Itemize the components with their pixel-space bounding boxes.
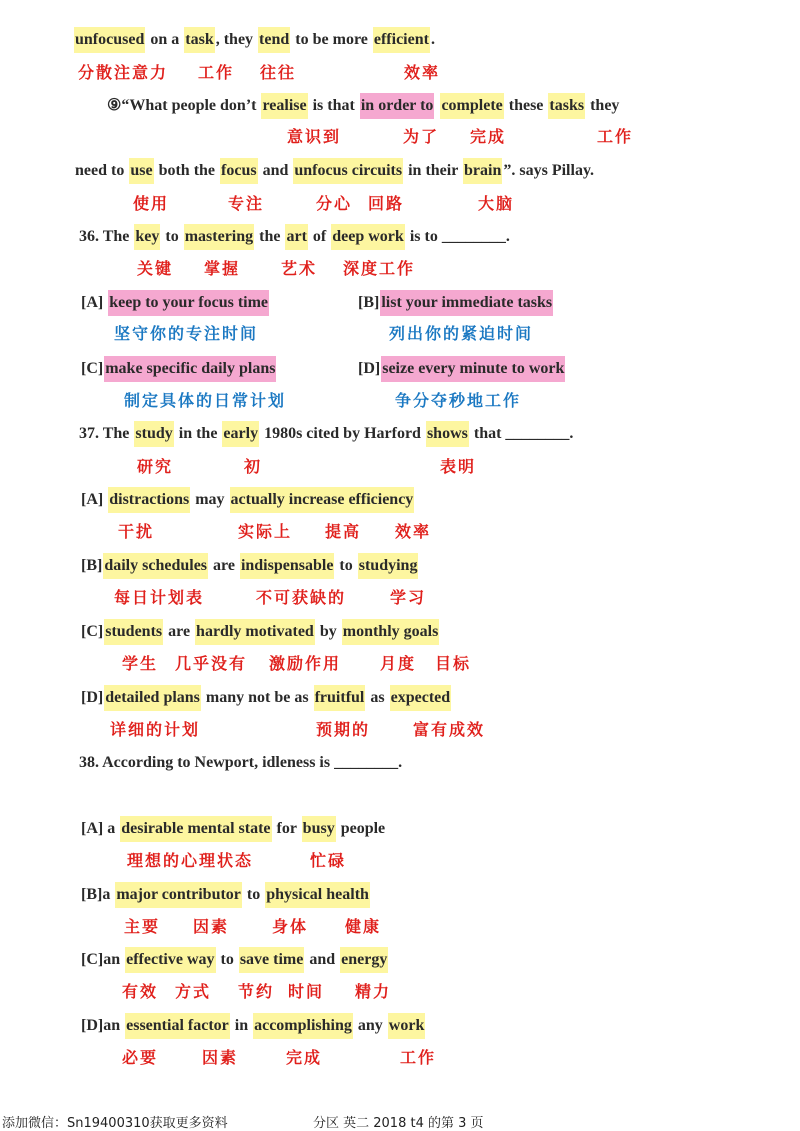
footer-watermark: 添加微信：Sn19400310获取更多资料 (2, 1116, 228, 1131)
highlighted-phrase: art (285, 224, 307, 250)
q36-option-c[interactable] (80, 356, 276, 382)
text-run: to be more (291, 31, 372, 48)
q38-option-a[interactable] (80, 816, 386, 842)
q36-option-d[interactable] (357, 356, 565, 382)
text-run: these (504, 97, 548, 114)
highlighted-phrase: distractions (108, 487, 190, 513)
text-run: 1980s cited by Harford (260, 425, 425, 442)
highlighted-phrase: key (134, 224, 160, 250)
highlighted-phrase: essential factor (125, 1013, 230, 1039)
text-run: [A] (81, 294, 108, 311)
q36-stem (78, 224, 511, 250)
q36-note-key: 关键 (137, 259, 174, 278)
footer-page-number: 分区 英二 2018 t4 的第 3 页 (313, 1116, 484, 1131)
highlighted-phrase: tasks (548, 93, 585, 119)
text-run: that ________. (469, 425, 574, 442)
text-run: are (164, 623, 195, 640)
highlighted-phrase: students (104, 619, 163, 645)
text-run: need to (75, 162, 129, 179)
highlighted-phrase: desirable mental state (120, 816, 271, 842)
text-run: [C] (81, 623, 104, 640)
text-run: [D]an (81, 1017, 125, 1034)
q38-a-note-1: 理想的心理状态 (127, 851, 254, 870)
note-focus: 专注 (228, 194, 265, 213)
q37-c-note-2: 几乎没有 (175, 654, 248, 673)
text-run: in their (404, 162, 463, 179)
q37-c-note-5: 目标 (435, 654, 472, 673)
highlighted-phrase: monthly goals (342, 619, 440, 645)
q37-a-note-1: 干扰 (118, 522, 155, 541)
text-run: as (366, 689, 389, 706)
highlighted-phrase: list your immediate tasks (380, 290, 553, 316)
q37-c-note-3: 激励作用 (269, 654, 342, 673)
highlighted-phrase: use (129, 158, 153, 184)
text-run: [A] a (81, 820, 120, 837)
highlighted-phrase: busy (302, 816, 336, 842)
q38-c-note-5: 精力 (355, 982, 392, 1001)
text-run: 36. The (79, 228, 134, 245)
note-work: 工作 (198, 63, 235, 82)
text-run: to (216, 951, 238, 968)
highlighted-phrase: fruitful (314, 685, 366, 711)
q37-option-c[interactable] (80, 619, 439, 645)
text-run: are (209, 557, 239, 574)
text-run: to (242, 886, 265, 903)
text-run: many not be as (201, 689, 313, 706)
text-run: of (308, 228, 331, 245)
highlighted-phrase: unfocused (74, 27, 145, 53)
q36-note-d: 争分夺秒地工作 (395, 391, 522, 410)
note-unfocus: 分心 (316, 194, 353, 213)
highlighted-phrase: shows (426, 421, 469, 447)
text-run: and (258, 162, 293, 179)
text-run: on a (146, 31, 184, 48)
q36-note-c: 制定具体的日常计划 (124, 391, 287, 410)
q37-d-note-3: 富有成效 (413, 720, 486, 739)
q37-note-shows: 表明 (440, 457, 477, 476)
highlighted-phrase: daily schedules (103, 553, 208, 579)
highlighted-phrase: focus (220, 158, 258, 184)
highlighted-phrase: detailed plans (104, 685, 201, 711)
highlighted-phrase: indispensable (240, 553, 334, 579)
text-run: ⑨“What people don’t (107, 97, 261, 114)
q38-c-note-3: 节约 (238, 982, 275, 1001)
note-complete: 完成 (470, 127, 507, 146)
passage-line-2 (106, 93, 620, 119)
text-run: by (315, 623, 341, 640)
q37-a-note-2: 实际上 (238, 522, 293, 541)
note-distracted: 分散注意力 (78, 63, 169, 82)
q38-c-note-2: 方式 (175, 982, 212, 1001)
q38-b-note-1: 主要 (124, 917, 161, 936)
note-use: 使用 (133, 194, 170, 213)
highlighted-phrase: accomplishing (253, 1013, 353, 1039)
q38-d-note-1: 必要 (122, 1048, 159, 1067)
highlighted-phrase: brain (463, 158, 502, 184)
text-run: the (255, 228, 285, 245)
q37-d-note-1: 详细的计划 (110, 720, 201, 739)
text-run: people (336, 820, 386, 837)
text-run: 37. The (79, 425, 134, 442)
text-run: both the (154, 162, 220, 179)
q38-option-c[interactable] (80, 947, 388, 973)
highlighted-phrase: unfocus circuits (293, 158, 403, 184)
highlighted-phrase: complete (440, 93, 503, 119)
text-run: they (586, 97, 620, 114)
q37-note-study: 研究 (137, 457, 174, 476)
highlighted-phrase: in order to (360, 93, 435, 119)
q37-c-note-4: 月度 (380, 654, 417, 673)
highlighted-phrase: task (184, 27, 214, 53)
highlighted-phrase: expected (390, 685, 452, 711)
q38-stem (78, 750, 403, 776)
highlighted-phrase: hardly motivated (195, 619, 315, 645)
highlighted-phrase: early (222, 421, 259, 447)
text-run: . (430, 31, 435, 48)
highlighted-phrase: mastering (184, 224, 254, 250)
text-run: and (305, 951, 340, 968)
q36-note-master: 掌握 (204, 259, 241, 278)
q37-d-note-2: 预期的 (316, 720, 371, 739)
text-run: [B] (358, 294, 380, 311)
q38-c-note-4: 时间 (288, 982, 325, 1001)
q38-b-note-3: 身体 (272, 917, 309, 936)
note-brain: 大脑 (478, 194, 515, 213)
q37-option-a[interactable] (80, 487, 414, 513)
q38-d-note-3: 完成 (286, 1048, 323, 1067)
q37-option-d[interactable] (80, 685, 451, 711)
q37-note-early: 初 (244, 457, 263, 476)
note-tasks: 工作 (597, 127, 634, 146)
text-run: for (272, 820, 301, 837)
text-run: [D] (358, 360, 381, 377)
q37-a-note-4: 效率 (395, 522, 432, 541)
highlighted-phrase: seize every minute to work (381, 356, 565, 382)
q36-option-b[interactable] (357, 290, 553, 316)
q36-note-art: 艺术 (281, 259, 318, 278)
text-run: [A] (81, 491, 108, 508)
text-run: [B] (81, 557, 103, 574)
q36-note-deepwork: 深度工作 (343, 259, 416, 278)
text-run: to (335, 557, 357, 574)
note-efficiency: 效率 (404, 63, 441, 82)
highlighted-phrase: efficient (373, 27, 430, 53)
q36-note-b: 列出你的紧迫时间 (389, 324, 534, 343)
highlighted-phrase: tend (258, 27, 290, 53)
text-run: may (191, 491, 229, 508)
q37-option-b[interactable] (80, 553, 418, 579)
q37-b-note-2: 不可获缺的 (256, 588, 347, 607)
q38-d-note-4: 工作 (400, 1048, 437, 1067)
q38-c-note-1: 有效 (122, 982, 159, 1001)
q37-stem (78, 421, 574, 447)
highlighted-phrase: realise (261, 93, 307, 119)
text-run: , they (215, 31, 258, 48)
note-realise: 意识到 (287, 127, 342, 146)
text-run: in (230, 1017, 253, 1034)
highlighted-phrase: work (388, 1013, 426, 1039)
q37-b-note-3: 学习 (390, 588, 427, 607)
q38-b-note-2: 因素 (193, 917, 230, 936)
highlighted-phrase: physical health (265, 882, 370, 908)
highlighted-phrase: save time (239, 947, 305, 973)
text-run: to (161, 228, 183, 245)
highlighted-phrase: studying (358, 553, 419, 579)
q38-b-note-4: 健康 (345, 917, 382, 936)
text-run: ”. says Pillay. (503, 162, 595, 179)
passage-line-1 (74, 27, 436, 53)
text-run: is that (308, 97, 359, 114)
text-run: [C] (81, 360, 104, 377)
highlighted-phrase: energy (340, 947, 388, 973)
text-run: 38. According to Newport, idleness is ________. (79, 754, 403, 771)
text-run: [C]an (81, 951, 125, 968)
highlighted-phrase: effective way (125, 947, 215, 973)
q38-a-note-2: 忙碌 (310, 851, 347, 870)
note-circuits: 回路 (368, 194, 405, 213)
q37-c-note-1: 学生 (122, 654, 159, 673)
highlighted-phrase: study (134, 421, 173, 447)
q38-option-d[interactable] (80, 1013, 425, 1039)
highlighted-phrase: major contributor (115, 882, 242, 908)
q37-a-note-3: 提高 (325, 522, 362, 541)
q38-d-note-2: 因素 (202, 1048, 239, 1067)
note-tend: 往往 (260, 63, 297, 82)
highlighted-phrase: deep work (331, 224, 405, 250)
q38-option-b[interactable] (80, 882, 370, 908)
note-in-order-to: 为了 (403, 127, 440, 146)
highlighted-phrase: keep to your focus time (108, 290, 269, 316)
q37-b-note-1: 每日计划表 (114, 588, 205, 607)
text-run: in the (174, 425, 222, 442)
q36-note-a: 坚守你的专注时间 (114, 324, 259, 343)
text-run: any (353, 1017, 387, 1034)
text-run: [D] (81, 689, 104, 706)
highlighted-phrase: actually increase efficiency (230, 487, 415, 513)
text-run: is to ________. (405, 228, 510, 245)
text-run: [B]a (81, 886, 115, 903)
passage-line-3 (74, 158, 595, 184)
q36-option-a[interactable] (80, 290, 269, 316)
highlighted-phrase: make specific daily plans (104, 356, 276, 382)
